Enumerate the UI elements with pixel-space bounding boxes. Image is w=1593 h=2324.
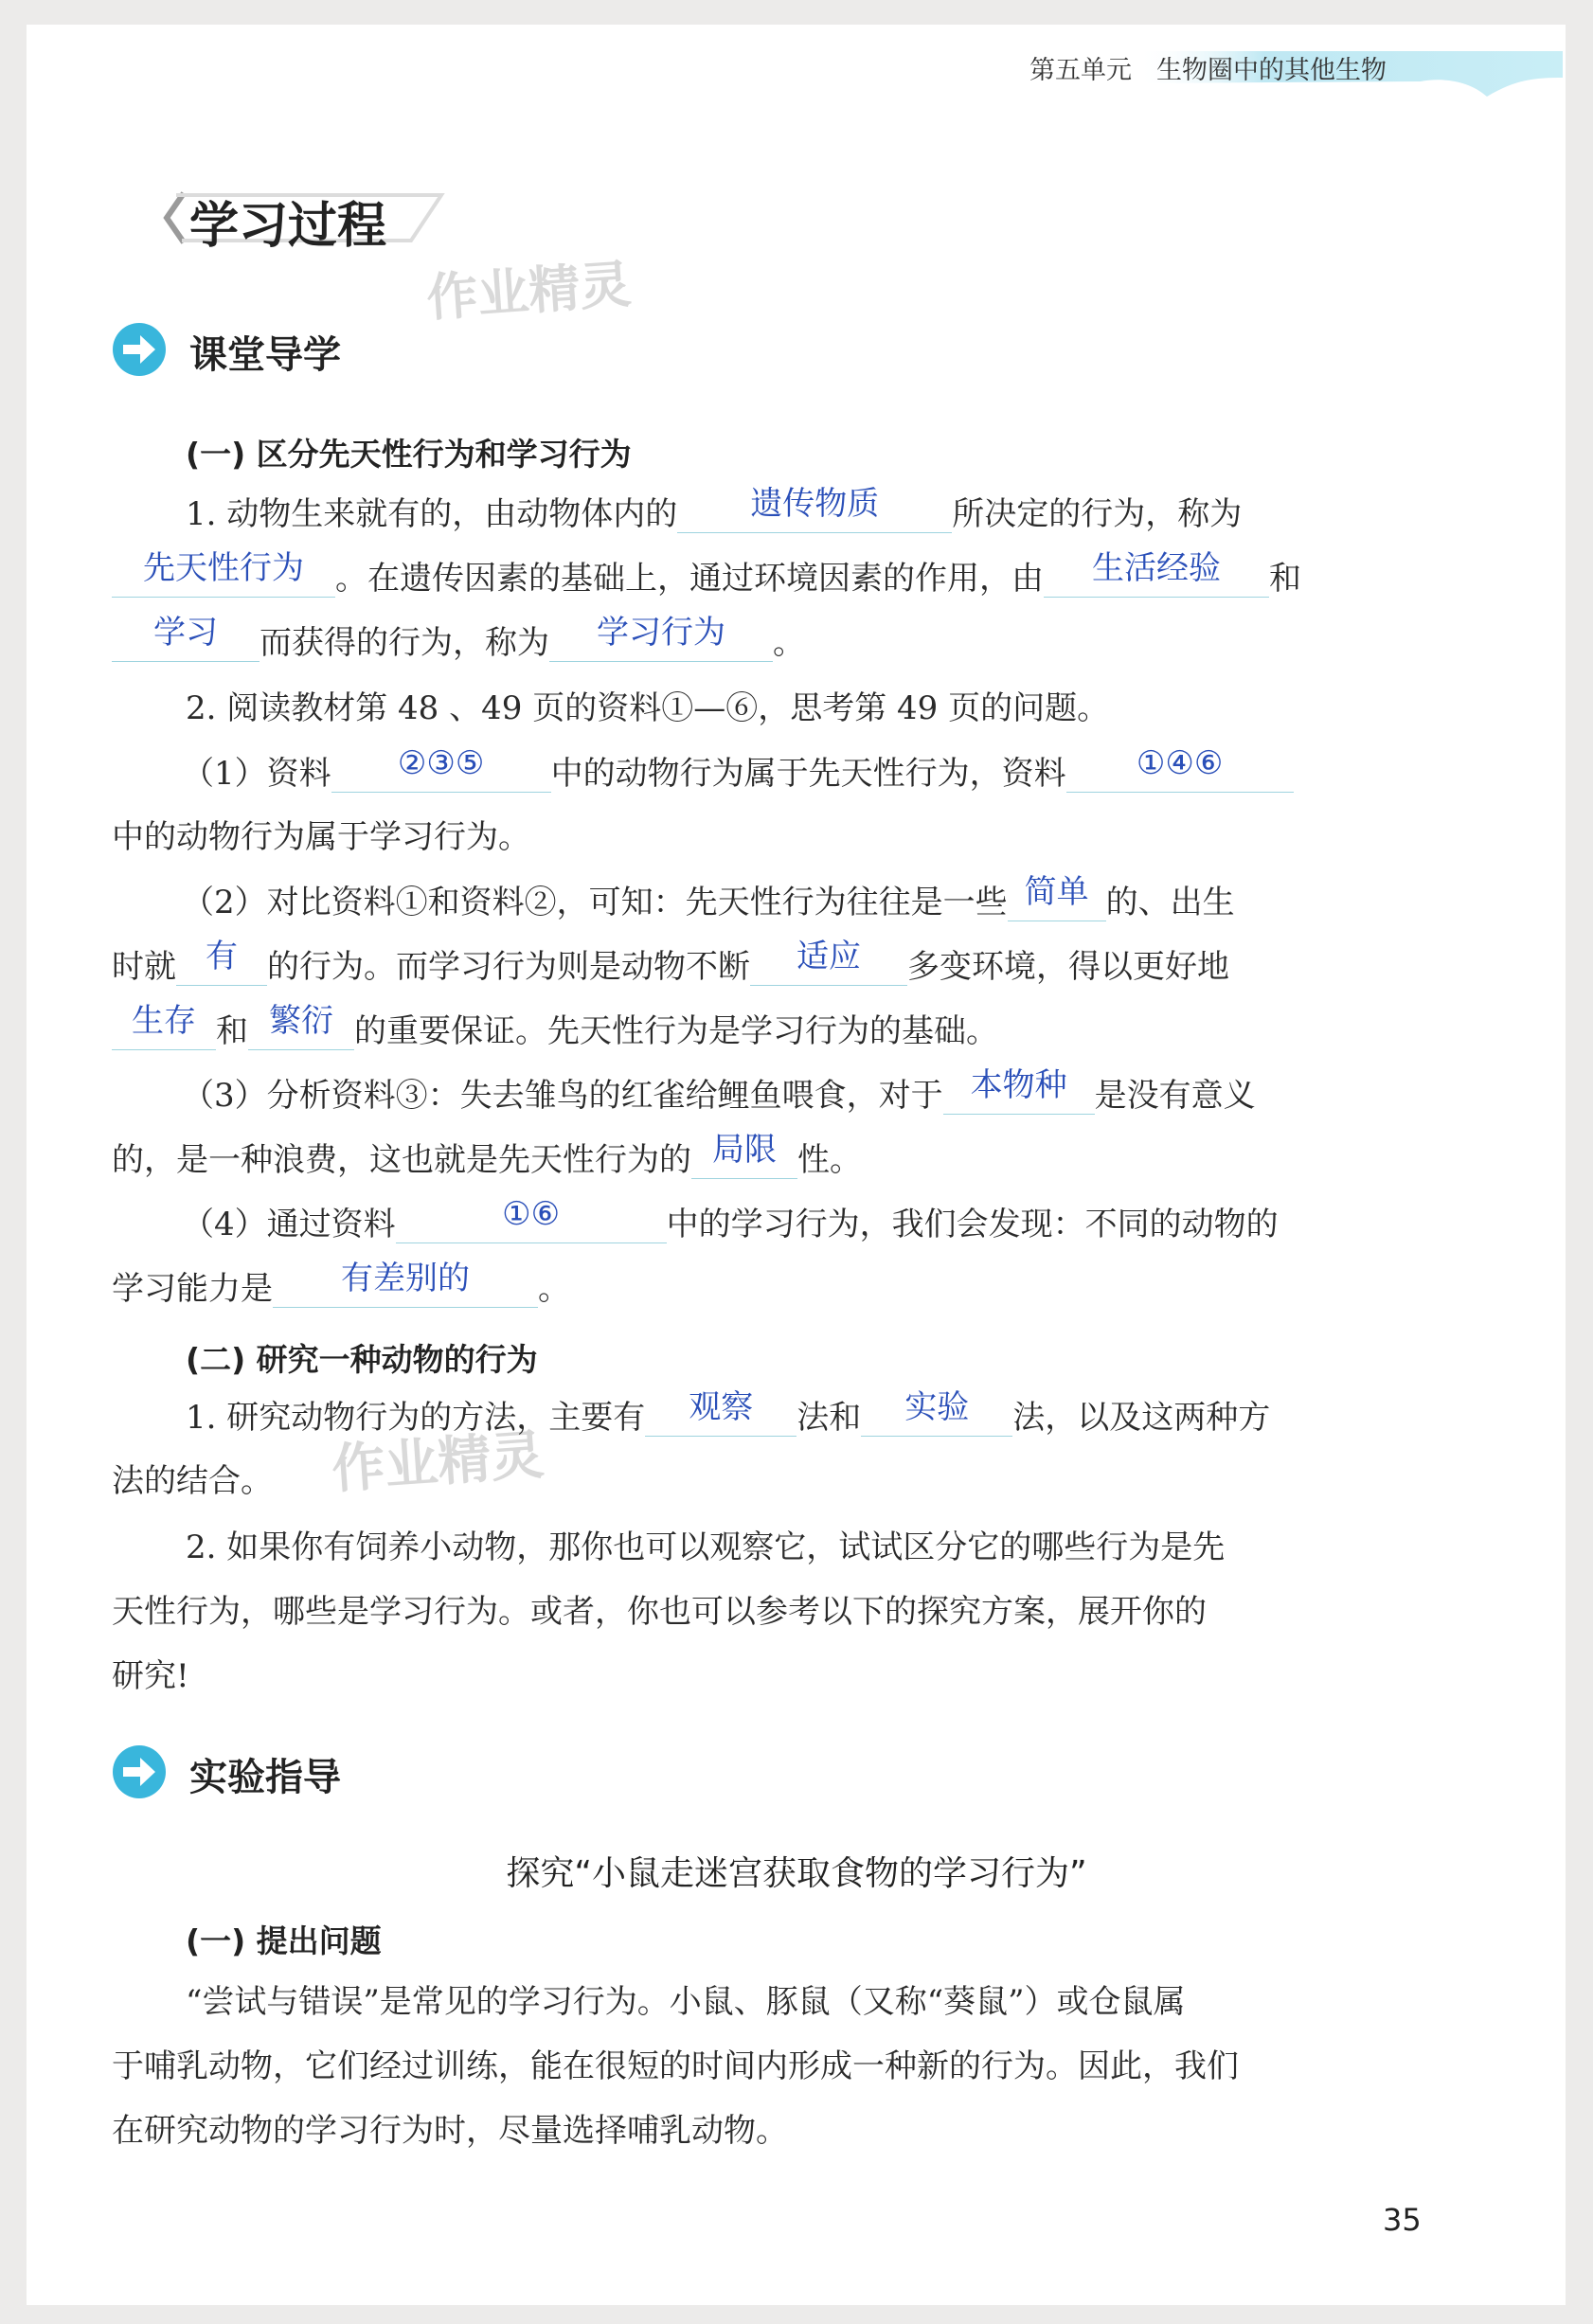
answer-text: 生活经验	[1092, 549, 1221, 587]
answer-text: ①⑥	[502, 1195, 561, 1233]
answer-text: 本物种	[970, 1066, 1067, 1104]
q2-s2-line1	[182, 873, 1235, 921]
text: 。在遗传因素的基础上，通过环境因素的作用，由	[335, 560, 1044, 598]
text: 而获得的行为，称为	[260, 624, 549, 662]
page-header	[1029, 49, 1387, 86]
q1-line1	[186, 485, 1243, 533]
text: 和	[216, 1012, 248, 1050]
answer-text: 有差别的	[341, 1260, 470, 1297]
header-unit: 第五单元	[1029, 56, 1132, 85]
answer-blank	[691, 1131, 797, 1179]
text: 性。	[797, 1141, 862, 1179]
p2-q2-line1: 2. 如果你有饲养小动物，那你也可以观察它，试试区分它的哪些行为是先	[186, 1528, 1226, 1566]
answer-text: 生存	[132, 1002, 196, 1040]
answer-blank	[112, 549, 335, 598]
answer-text: 适应	[796, 938, 861, 975]
watermark: 作业精灵	[330, 1424, 546, 1501]
guide-title: 课堂导学	[189, 333, 341, 377]
text: 是没有意义	[1094, 1077, 1256, 1115]
text: 1. 研究动物行为的方法，主要有	[186, 1399, 646, 1437]
answer-text: 繁衍	[269, 1002, 333, 1040]
answer-blank	[750, 938, 907, 986]
text: 多变环境，得以更好地	[907, 948, 1229, 986]
answer-text: 学习行为	[597, 614, 725, 652]
section-title: 学习过程	[189, 198, 387, 255]
watermark: 作业精灵	[424, 254, 634, 329]
text: 学习能力是	[112, 1270, 273, 1308]
experiment-subtitle: 探究“小鼠走迷宫获取食物的学习行为”	[506, 1854, 1087, 1893]
q2-intro: 2. 阅读教材第 48 、49 页的资料①—⑥，思考第 49 页的问题。	[186, 689, 1110, 727]
q1-line3	[112, 614, 805, 662]
text: 。	[538, 1270, 570, 1308]
answer-text: 观察	[689, 1388, 754, 1426]
q2-s1-line2: 中的动物行为属于学习行为。	[112, 818, 530, 856]
answer-blank	[1044, 549, 1269, 598]
header-unit-title: 生物圈中的其他生物	[1156, 56, 1387, 85]
text: （1）资料	[182, 755, 331, 793]
answer-blank	[943, 1066, 1095, 1115]
q2-s3-line1	[182, 1066, 1256, 1115]
answer-blank	[273, 1260, 538, 1308]
q2-s2-line2	[112, 938, 1229, 986]
section-title-block	[157, 186, 387, 257]
text: 所决定的行为，称为	[952, 495, 1243, 533]
q1-line2	[112, 549, 1301, 598]
p2-q1-line1	[186, 1388, 1271, 1437]
answer-text: 学习	[153, 614, 218, 652]
answer-blank	[248, 1002, 354, 1050]
text: 时就	[112, 948, 176, 986]
p2-q2-line2: 天性行为，哪些是学习行为。或者，你也可以参考以下的探究方案，展开你的	[112, 1593, 1207, 1631]
text: 的、出生	[1105, 884, 1235, 921]
q2-s2-line3	[112, 1002, 998, 1050]
answer-blank	[549, 614, 773, 662]
text: 的行为。而学习行为则是动物不断	[267, 948, 750, 986]
answer-text: ①④⑥	[1136, 744, 1224, 782]
answer-blank	[331, 744, 551, 793]
text: （2）对比资料①和资料②，可知：先天性行为往往是一些	[182, 884, 1008, 921]
answer-blank	[1008, 873, 1106, 921]
text: 的重要保证。先天性行为是学习行为的基础。	[354, 1012, 998, 1050]
answer-blank	[677, 485, 952, 533]
exp-line2: 于哺乳动物，它们经过训练，能在很短的时间内形成一种新的行为。因此，我们	[112, 2047, 1239, 2085]
p2-q2-line3: 研究!	[112, 1657, 189, 1695]
text: 。	[773, 624, 805, 662]
answer-text: 局限	[712, 1131, 777, 1169]
text: 和	[1269, 560, 1301, 598]
exp-line3: 在研究动物的学习行为时，尽量选择哺乳动物。	[112, 2112, 788, 2150]
text: （4）通过资料	[182, 1206, 396, 1243]
answer-blank	[861, 1388, 1012, 1437]
experiment-title: 实验指导	[189, 1756, 341, 1799]
q2-s4-line2	[112, 1260, 570, 1308]
q2-s4-line1	[182, 1195, 1279, 1243]
part2-heading: (二) 研究一种动物的行为	[186, 1341, 538, 1378]
q2-s3-line2	[112, 1131, 862, 1179]
page-number: 35	[1383, 2202, 1422, 2238]
answer-blank	[112, 614, 260, 662]
text: 法，以及这两种方	[1012, 1399, 1271, 1437]
part1-heading: (一) 区分先天性行为和学习行为	[186, 436, 632, 473]
arrow-circle-icon	[112, 1744, 167, 1799]
answer-text: 实验	[904, 1388, 970, 1426]
exp-line1: “尝试与错误”是常见的学习行为。小鼠、豚鼠（又称“葵鼠”）或仓鼠属	[186, 1983, 1186, 2021]
arrow-circle-icon	[112, 322, 167, 377]
answer-blank	[176, 938, 267, 986]
text: 中的动物行为属于先天性行为，资料	[550, 755, 1066, 793]
answer-blank	[112, 1002, 216, 1050]
answer-text: 遗传物质	[750, 485, 880, 523]
answer-text: 先天性行为	[143, 549, 304, 587]
answer-text: 简单	[1024, 873, 1089, 911]
text: 1. 动物生来就有的，由动物体内的	[186, 495, 678, 533]
answer-blank	[645, 1388, 796, 1437]
q2-s1-line1	[182, 744, 1294, 793]
text: 的，是一种浪费，这也就是先天性行为的	[112, 1141, 691, 1179]
answer-text: ②③⑤	[397, 744, 485, 782]
text: 中的学习行为，我们会发现：不同的动物的	[666, 1206, 1279, 1243]
answer-blank	[1066, 744, 1294, 793]
text: （3）分析资料③：失去雏鸟的红雀给鲤鱼喂食，对于	[182, 1077, 943, 1115]
experiment-heading: (一) 提出问题	[186, 1922, 382, 1959]
answer-blank	[396, 1195, 667, 1243]
p2-q1-line2: 法的结合。	[112, 1462, 273, 1500]
answer-text: 有	[206, 938, 238, 975]
text: 法和	[796, 1399, 862, 1437]
